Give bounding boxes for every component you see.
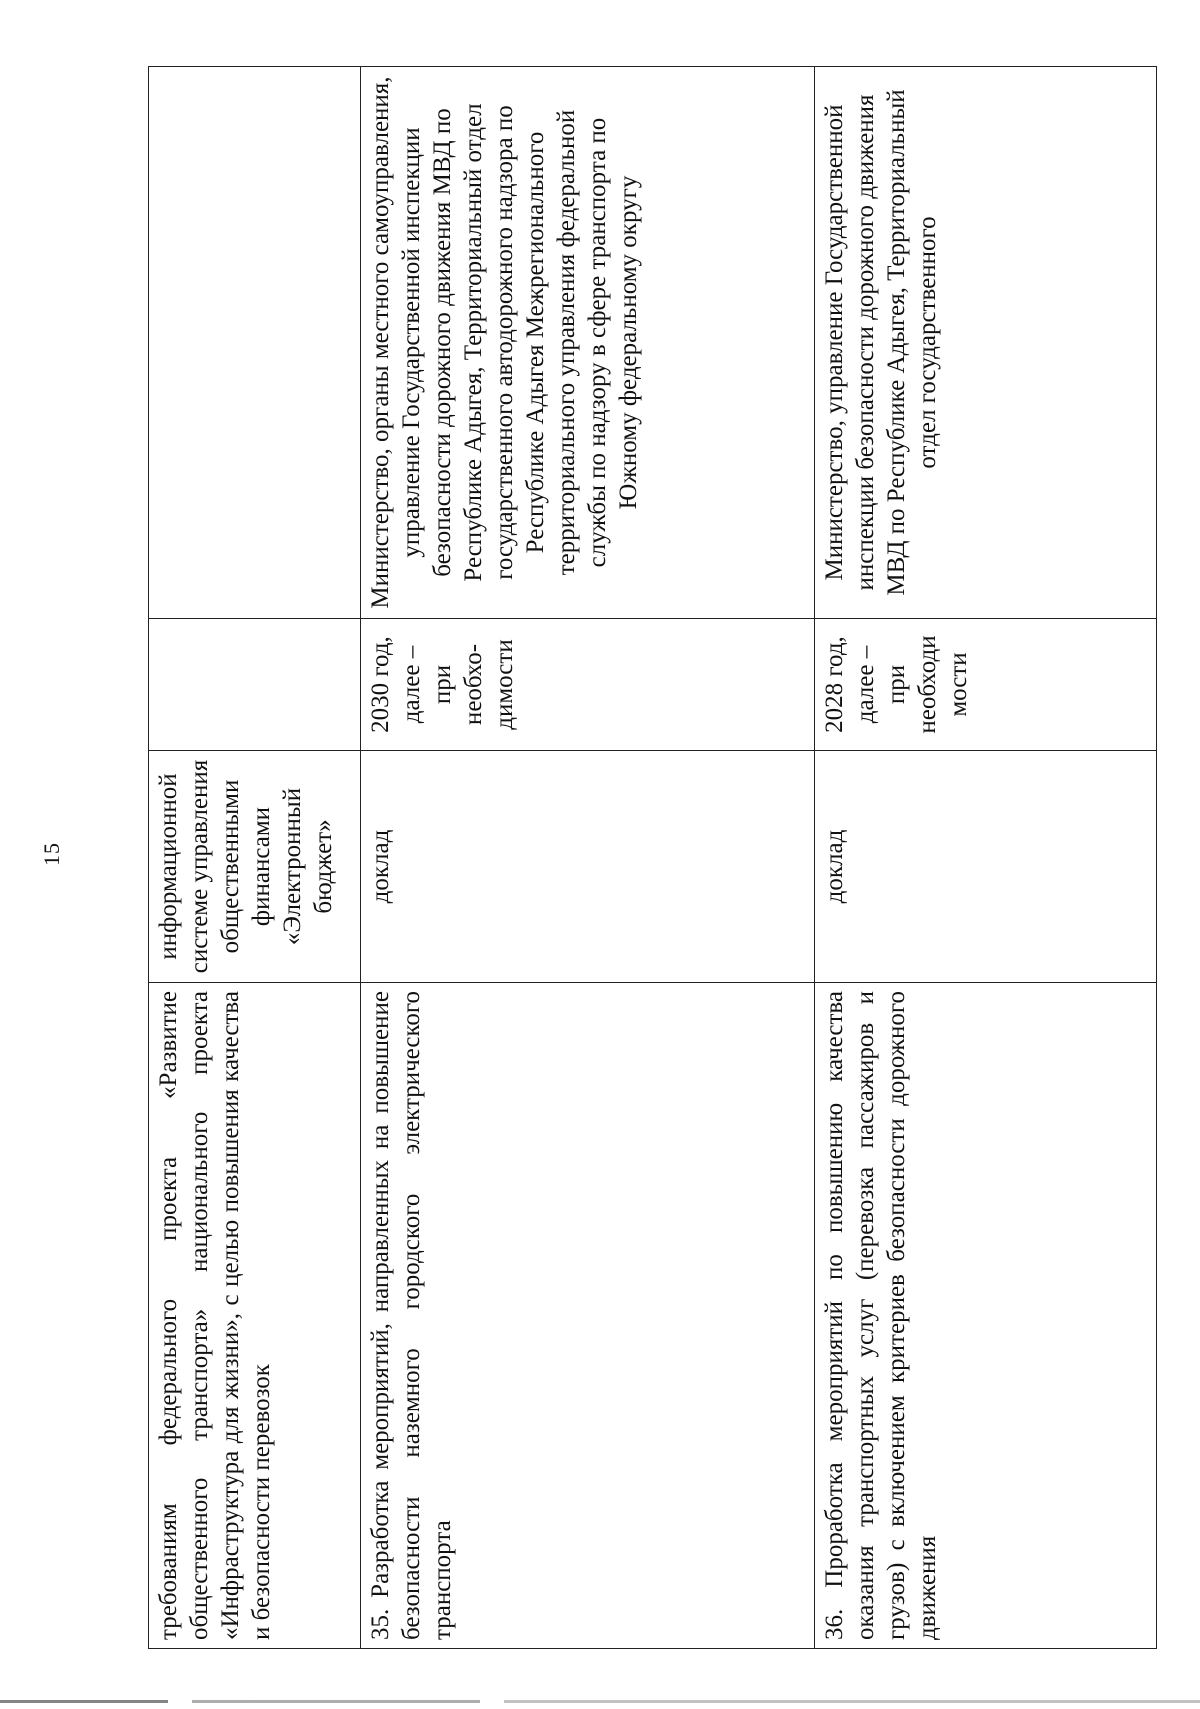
report-form-text: информационной системе управления общественными финансами «Электронный бюджет» xyxy=(155,759,337,974)
task-text: 36. Проработка мероприятий по повышению качества оказания транспортных услуг (перевозка пассажиров и грузов) с включением критериев безопасности дорожного движения xyxy=(821,991,941,1640)
task-text: 35. Разработка мероприятий, направленных на повышение безопасности наземного городского электрического транспорта xyxy=(367,991,456,1640)
deadline-text: 2030 год, далее – при необхо-димости xyxy=(367,636,518,733)
scan-bottom-edge xyxy=(0,1700,1200,1703)
deadline-cell xyxy=(815,619,1157,751)
responsible-text: Министерство, органы местного самоуправления, управление Государственной инспекции безопасности дорожного движения МВД по Республике Адыгея, Территориальный отдел государственного автодорожного надзора по Республике Адыгея Межрегионального территориального управления федеральной службы по надзору в сфере транспорта по Южному федеральному округу xyxy=(367,76,642,609)
report-form-cell xyxy=(815,751,1157,983)
report-form-cell xyxy=(361,751,815,983)
table-row xyxy=(361,67,815,1649)
responsible-cell xyxy=(815,67,1157,619)
task-cell xyxy=(815,983,1157,1649)
task-cell xyxy=(149,983,361,1649)
deadline-cell xyxy=(361,619,815,751)
report-form-cell xyxy=(149,751,361,983)
task-cell xyxy=(361,983,815,1649)
report-form-text: доклад xyxy=(367,829,394,904)
task-text: требованиям федерального проекта «Развитие общественного транспорта» национального проекта «Инфраструктура для жизни», с целью повышения качества и безопасности перевозок xyxy=(155,991,275,1640)
table-row xyxy=(149,67,361,1649)
table-row xyxy=(815,67,1157,1649)
page-number: 15 xyxy=(39,842,64,866)
action-plan-table xyxy=(148,66,1157,1649)
responsible-text: Министерство, управление Государственной инспекции безопасности дорожного движения МВД по Республике Адыгея, Территориальный отдел государственного xyxy=(821,89,941,596)
rotated-table-container xyxy=(148,67,1156,1649)
deadline-cell xyxy=(149,619,361,751)
responsible-cell xyxy=(361,67,815,619)
deadline-text: 2028 год, далее – при необходи мости xyxy=(821,635,972,734)
responsible-cell xyxy=(149,67,361,619)
report-form-text: доклад xyxy=(821,829,848,904)
